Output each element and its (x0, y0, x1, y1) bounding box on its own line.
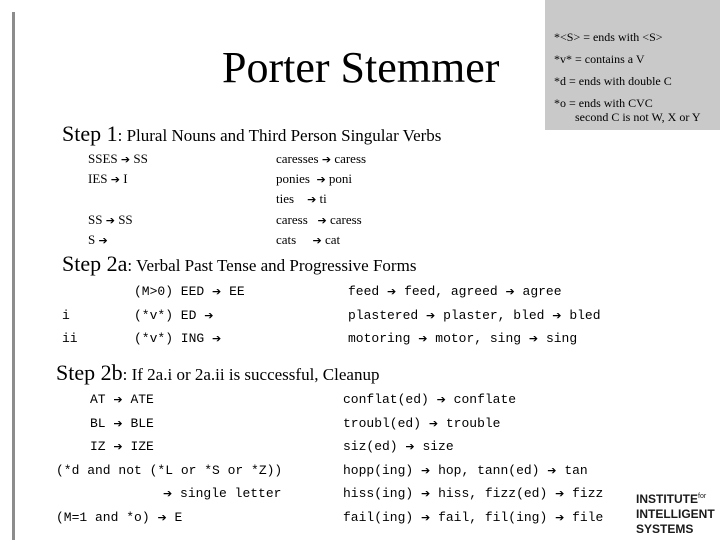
rule-lhs: SS (88, 212, 103, 227)
step2b-heading-desc: : If 2a.i or 2a.ii is successful, Cleanup (122, 365, 380, 384)
rule-lhs: SSES (88, 151, 118, 166)
example-input: fail(ing) (343, 510, 414, 525)
arrow-right-icon: ➔ (312, 234, 322, 247)
step2a-heading (62, 251, 416, 277)
example-input: ties (276, 191, 295, 206)
step2a-row-label: i (62, 308, 70, 323)
arrow-right-icon: ➔ (307, 193, 317, 206)
example-input: conflat(ed) (343, 392, 429, 407)
rule-rhs: single letter (180, 486, 282, 501)
example-output: hop, tann(ed) (438, 463, 540, 478)
example-input: caress (276, 212, 308, 227)
step2b-rule (90, 416, 154, 431)
legend-line-1: *<S> = ends with <S> (554, 30, 663, 44)
example-output: fail, fil(ing) (438, 510, 548, 525)
rule-rhs: EE (229, 284, 245, 299)
step1-heading-main: Step 1 (62, 121, 118, 146)
example-output-2: bled (569, 308, 601, 323)
arrow-right-icon: ➔ (321, 153, 332, 166)
arrow-right-icon: ➔ (212, 285, 222, 298)
step2a-example (348, 284, 562, 299)
arrow-right-icon: ➔ (98, 234, 108, 247)
step2b-rule (90, 439, 154, 454)
slide-title: Porter Stemmer (222, 43, 500, 92)
arrow-right-icon: ➔ (212, 332, 222, 345)
rule-lhs: IZ (90, 439, 106, 454)
step2b-example (343, 392, 516, 407)
step1-rule (88, 151, 148, 167)
step1-example (276, 191, 327, 207)
step2b-rule-continuation (163, 486, 281, 501)
arrow-right-icon: ➔ (157, 511, 167, 524)
example-output: poni (328, 171, 353, 186)
arrow-right-icon: ➔ (421, 511, 431, 524)
legend-line-5: second C is not W, X or Y (575, 110, 701, 124)
step1-example (276, 151, 366, 167)
arrow-right-icon: ➔ (316, 173, 326, 186)
example-output: caress (329, 212, 362, 227)
step2b-example (343, 463, 588, 478)
example-input: plastered (348, 308, 419, 323)
step2b-heading (56, 360, 379, 386)
rule-lhs: IES (88, 171, 108, 186)
example-output: feed, agreed (404, 284, 498, 299)
legend-box (545, 0, 720, 130)
arrow-right-icon: ➔ (505, 285, 515, 298)
arrow-right-icon: ➔ (113, 417, 123, 430)
example-input: troubl(ed) (343, 416, 422, 431)
example-input: motoring (348, 331, 411, 346)
example-output-2: sing (545, 331, 578, 346)
step2a-rule (134, 308, 213, 323)
example-input: feed (348, 284, 380, 299)
rule-lhs: (*v*) ED (134, 308, 197, 323)
example-output: cat (324, 232, 341, 247)
step2a-row-label: ii (62, 331, 78, 346)
example-output: size (422, 439, 454, 454)
example-output: hiss, fizz(ed) (438, 486, 548, 501)
example-output: trouble (445, 416, 501, 431)
step2a-heading-desc: : Verbal Past Tense and Progressive Forms (127, 256, 417, 275)
rule-lhs: (*v*) ING (134, 331, 205, 346)
step1-heading-desc: : Plural Nouns and Third Person Singular Verbs (117, 126, 442, 145)
step2b-example (343, 416, 500, 431)
step2a-rule (134, 284, 245, 299)
example-output-2: file (572, 510, 604, 525)
example-input: hiss(ing) (343, 486, 414, 501)
arrow-right-icon: ➔ (555, 487, 565, 500)
step2a-example (348, 308, 601, 323)
example-output-2: tan (564, 463, 588, 478)
rule-lhs: BL (90, 416, 106, 431)
step2b-example (343, 439, 454, 454)
arrow-right-icon: ➔ (552, 309, 562, 322)
legend-line-4: *o = ends with CVC (554, 96, 653, 110)
example-output-2: fizz (572, 486, 604, 501)
rule-rhs: IZE (130, 439, 154, 454)
arrow-right-icon: ➔ (163, 487, 173, 500)
legend-line-2: *v* = contains a V (554, 52, 645, 66)
example-output: plaster, bled (443, 308, 545, 323)
step2b-rule (90, 392, 154, 407)
arrow-right-icon: ➔ (421, 464, 431, 477)
step1-example (276, 212, 362, 228)
logo-line-3: SYSTEMS (636, 522, 694, 536)
arrow-right-icon: ➔ (317, 214, 327, 227)
arrow-right-icon: ➔ (204, 309, 214, 322)
example-output: caress (334, 151, 367, 166)
rule-lhs: (M=1 and *o) (56, 510, 150, 525)
logo-word-for: for (698, 493, 707, 500)
institute-logo (634, 488, 720, 540)
step1-example (276, 171, 352, 187)
step1-rule (88, 212, 133, 228)
example-output: motor, sing (435, 331, 522, 346)
logo-word-institute: INSTITUTE (636, 492, 698, 506)
step2b-rule (56, 510, 182, 525)
step1-rule (88, 171, 128, 187)
step2a-example (348, 331, 577, 346)
arrow-right-icon: ➔ (547, 464, 557, 477)
step2a-heading-main: Step 2a (62, 251, 128, 276)
arrow-right-icon: ➔ (418, 332, 428, 345)
step2b-example (343, 510, 603, 525)
step2b-heading-main: Step 2b (56, 360, 123, 385)
rule-lhs: (M>0) EED (134, 284, 205, 299)
arrow-right-icon: ➔ (555, 511, 565, 524)
example-input: siz(ed) (343, 439, 398, 454)
rule-rhs: ATE (130, 392, 154, 407)
example-input: hopp(ing) (343, 463, 414, 478)
example-output: ti (319, 191, 327, 206)
step2b-rule-condition: (*d and not (*L or *S or *Z)) (56, 463, 283, 478)
example-input: ponies (276, 171, 310, 186)
arrow-right-icon: ➔ (113, 393, 123, 406)
example-output-2: agree (522, 284, 562, 299)
rule-rhs: BLE (130, 416, 154, 431)
step2b-example (343, 486, 603, 501)
rule-lhs: S (88, 232, 96, 247)
arrow-right-icon: ➔ (120, 153, 131, 166)
logo-line-2: INTELLIGENT (636, 507, 715, 521)
legend-line-3: *d = ends with double C (554, 74, 672, 88)
rule-rhs: SS (133, 151, 148, 166)
arrow-right-icon: ➔ (405, 440, 415, 453)
arrow-right-icon: ➔ (113, 440, 123, 453)
logo-line-1 (636, 492, 706, 506)
arrow-right-icon: ➔ (528, 332, 539, 345)
arrow-right-icon: ➔ (105, 214, 115, 227)
rule-rhs: SS (118, 212, 133, 227)
step2a-rule (134, 331, 221, 346)
example-input: cats (276, 232, 297, 247)
arrow-right-icon: ➔ (421, 487, 431, 500)
rule-rhs: I (123, 171, 128, 186)
rule-rhs: E (174, 510, 183, 525)
left-accent-bar (12, 12, 15, 540)
step1-example (276, 232, 340, 248)
arrow-right-icon: ➔ (110, 173, 120, 186)
arrow-right-icon: ➔ (387, 285, 397, 298)
step1-rule (88, 232, 108, 248)
arrow-right-icon: ➔ (426, 309, 436, 322)
rule-lhs: AT (90, 392, 106, 407)
step1-heading (62, 121, 441, 147)
arrow-right-icon: ➔ (428, 417, 439, 430)
arrow-right-icon: ➔ (436, 393, 446, 406)
example-output: conflate (453, 392, 517, 407)
example-input: caresses (276, 151, 319, 166)
